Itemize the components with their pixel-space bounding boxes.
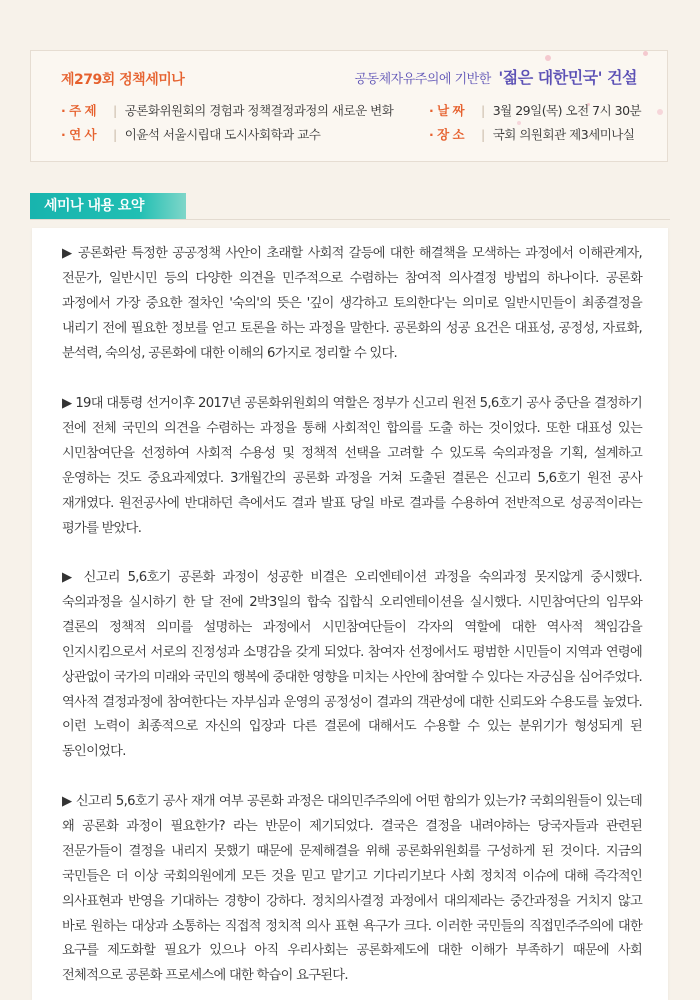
section-title-tab: 세미나 내용 요약 xyxy=(30,193,186,219)
info-venue: · 장 소 | 국회 의원회관 제3세미나실 xyxy=(429,127,635,142)
summary-paragraph-1: ▶ 공론화란 특정한 공공정책 사안이 초래할 사회적 갈등에 대한 해결책을 모색하는 과정에서 이해관계자, 전문가, 일반시민 등의 다양한 의견을 민주적으로 수렴하는 참여적 의사결정 방법의 하나이다. 공론화 과정에서 가장 중요한 절차인 '숙의'의 뜻은 '깊이 생각하고 토의한다'는 의미로 일반시민들이 최종결정을 내리기 전에 필요한 정보를 얻고 토론을 하는 과정을 말한다. 공론화의 성공 요건은 대표성, 공정성, 자료화, 분석력, 숙의성, 공론화에 대한 이해의 6가지로 정리할 수 있다. xyxy=(62,246,642,361)
summary-content xyxy=(32,228,668,1000)
summary-paragraph-3: ▶ 신고리 5,6호기 공론화 과정이 성공한 비결은 오리엔테이션 과정을 숙의과정 못지않게 중시했다. 숙의과정을 실시하기 한 달 전에 2박3일의 합숙 집합식 오리엔테이션을 실시했다. 시민참여단의 임무와 결론의 정책적 의미를 설명하는 과정에서 시민참여단들이 각자의 역할에 대한 역사적 책임감을 인지시킴으로서 서로의 진정성과 소명감을 갖게 되었다. 참여자 선정에서도 평범한 시민들이 지역과 연령에 상관없이 국가의 미래와 국민의 행복에 중대한 영향을 미치는 사안에 참여할 수 있다는 자긍심을 심어주었다. 역사적 결정과정에 참여한다는 자부심과 운영의 공정성이 결과의 객관성에 대한 신뢰도와 수용도를 높였다. 이런 노력이 최종적으로 자신의 입장과 다른 결론에 대해서도 수용할 수 있는 분위기가 형성되게 된 동인이었다. xyxy=(62,570,642,760)
summary-paragraph-2: ▶ 19대 대통령 선거이후 2017년 공론화위원회의 역할은 정부가 신고리 원전 5,6호기 공사 중단을 결정하기 전에 전체 국민의 의견을 수렴하는 과정을 통해 사회적인 합의를 도출 하는 것이었다. 또한 대표성 있는 시민참여단을 선정하여 사회적 수용성 및 정책적 선택을 고려할 수 있도록 숙의과정을 기획, 설계하고 운영하는 것도 중요과제였다. 3개월간의 공론화 과정을 거쳐 도출된 결론은 신고리 5,6호기 원전 공사 재개였다. 원전공사에 반대하던 측에서도 결과 발표 당일 바로 결과를 수용하여 전반적으로 성공적이라는 평가를 받았다. xyxy=(62,396,642,536)
info-label: · 날 짜 xyxy=(429,103,465,118)
section-divider xyxy=(30,219,670,220)
info-label: · 장 소 xyxy=(429,127,465,142)
info-topic: · 주 제 | 공론화위원회의 경험과 정책결정과정의 새로운 변화 xyxy=(61,103,394,118)
info-label: · 연 사 xyxy=(61,127,97,142)
theme-prefix: 공동체자유주의에 기반한 xyxy=(354,72,491,87)
info-label: · 주 제 xyxy=(61,103,97,118)
seminar-theme xyxy=(354,65,637,88)
decorative-dot xyxy=(657,109,663,115)
summary-paragraph-4: ▶ 신고리 5,6호기 공사 재개 여부 공론화 과정은 대의민주주의에 어떤 함의가 있는가? 국회의원들이 있는데 왜 공론화 과정이 필요한가? 라는 반문이 제기되었다. 결국은 결정을 내려야하는 당국자들과 관련된 전문가들이 결정을 내리지 못했기 때문에 문제해결을 위해 공론화위원회를 구성하게 된 것이다. 지금의 국민들은 더 이상 국회의원에게 모든 것을 믿고 맡기고 기다리기보다 사회 정치적 이슈에 대해 즉각적인 의사표현과 반영을 기대하는 경향이 강하다. 정치의사결정 과정에서 대의제라는 중간과정을 거치지 않고 바로 원하는 대상과 소통하는 직접적 정치적 의사 표현 욕구가 크다. 이러한 국민들의 직접민주주의에 대한 요구를 제도화할 필요가 있으나 아직 우리사회는 공론화제도에 대한 이해가 부족하기 때문에 사회 전체적으로 공론화 프로세스에 대한 학습이 요구된다. xyxy=(62,794,642,984)
info-value: 이윤석 서울시립대 도시사회학과 교수 xyxy=(124,127,321,142)
seminar-series-title: 제279회 정책세미나 xyxy=(61,72,185,88)
info-speaker: · 연 사 | 이윤석 서울시립대 도시사회학과 교수 xyxy=(61,127,321,142)
decorative-dot xyxy=(643,51,648,56)
info-date: · 날 짜 | 3월 29일(목) 오전 7시 30분 xyxy=(429,103,642,118)
decorative-dot xyxy=(545,55,551,61)
info-value: 공론화위원회의 경험과 정책결정과정의 새로운 변화 xyxy=(124,103,394,118)
theme-title: '젊은 대한민국' 건설 xyxy=(498,68,637,87)
info-value: 3월 29일(목) 오전 7시 30분 xyxy=(492,103,642,118)
seminar-header xyxy=(30,50,668,162)
info-value: 국회 의원회관 제3세미나실 xyxy=(492,127,635,142)
